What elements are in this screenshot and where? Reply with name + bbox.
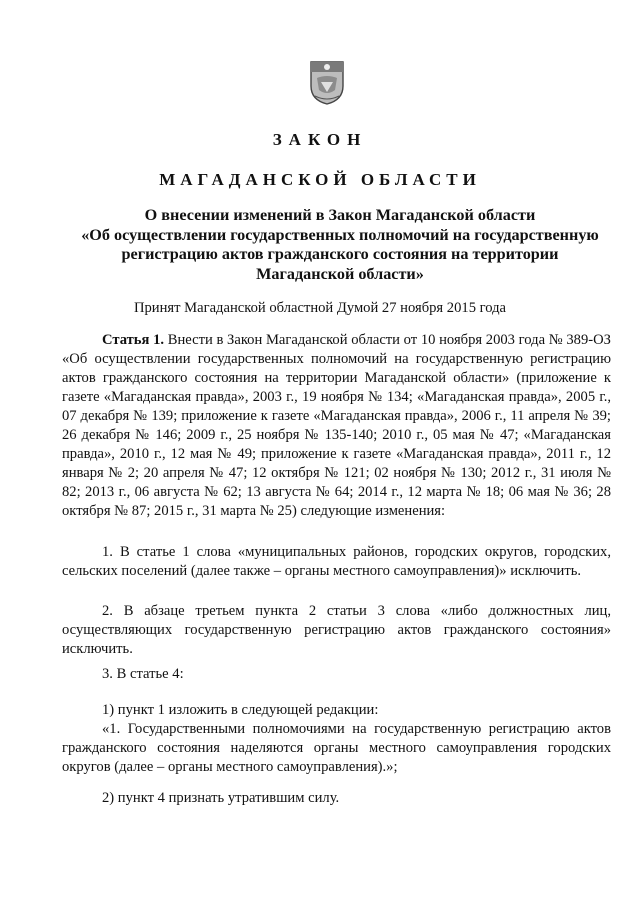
document-region: МАГАДАНСКОЙ ОБЛАСТИ: [159, 170, 481, 189]
subitem-1-text: «1. Государственными полномочиями на государственную регистрацию актов гражданского состояния наделяются органы местного самоуправления городских округов (далее – органы местного самоуправления).»;: [62, 721, 611, 775]
law-title-line: Магаданской области»: [256, 264, 424, 283]
item-2: 2. В абзаце третьем пункта 2 статьи 3 слова «либо должностных лиц, осуществляющих государственную регистрацию актов гражданского состояния» исключить.: [62, 603, 611, 657]
article-1-paragraph: [62, 331, 611, 521]
item-3-subitem-2: 2) пункт 4 признать утратившим силу.: [102, 790, 340, 806]
law-title-line: регистрацию актов гражданского состояния на территории: [121, 245, 559, 263]
item-3-subitem-1: [62, 701, 611, 777]
law-title-line: О внесении изменений в Закон Магаданской области: [144, 206, 536, 224]
article-text: Внести в Закон Магаданской области от 10 ноября 2003 года № 389-ОЗ «Об осуществлении государственных полномочий на государственную регистрацию актов гражданского состояния на территории Магаданской области» (приложение к газете «Магаданская правда», 2003 г., 19 ноября № 134; «Магаданская правда», 2005 г., 07 декабря № 139; приложение к газете «Магаданская правда», 2006 г., 11 апреля № 39; 26 декабря № 146; 2009 г., 25 ноября № 135-140; 2010 г., 05 мая № 47; «Магаданская правда», 2010 г., 12 мая № 49; приложение к газете «Магаданская правда», 2011 г., 12 января № 2; 20 апреля № 47; 12 октября № 121; 02 ноября № 130; 2012 г., 31 июля № 82; 2013 г., 06 августа № 62; 13 августа № 64; 2014 г., 12 марта № 18; 06 мая № 36; 28 октября № 87; 2015 г., 31 марта № 25) следующие изменения:: [62, 332, 611, 519]
coat-of-arms-icon: [307, 56, 347, 106]
article-label: Статья 1.: [102, 332, 165, 348]
document-type: ЗАКОН: [272, 130, 368, 149]
item-3: 3. В статье 4:: [102, 666, 184, 682]
subitem-1-intro: 1) пункт 1 изложить в следующей редакции:: [102, 702, 379, 718]
law-title: [60, 206, 620, 284]
law-title-line: «Об осуществлении государственных полномочий на государственную: [81, 225, 599, 244]
item-1: 1. В статье 1 слова «муниципальных районов, городских округов, городских, сельских поселений (далее также – органы местного самоуправления)» исключить.: [62, 544, 611, 579]
adoption-line: Принят Магаданской областной Думой 27 ноября 2015 года: [133, 300, 507, 316]
